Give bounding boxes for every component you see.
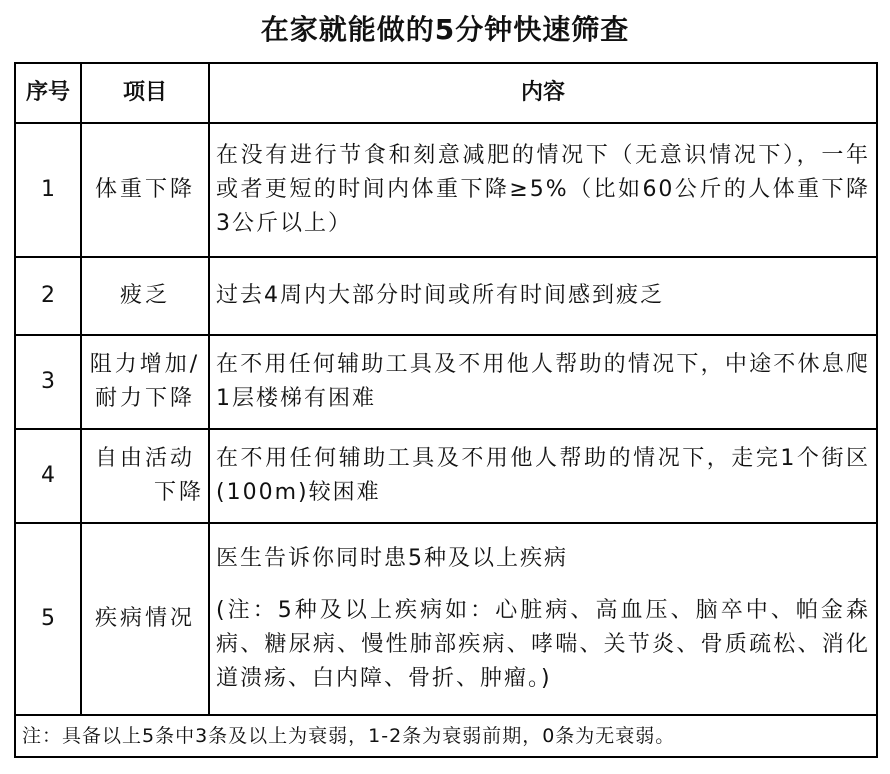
table-row xyxy=(15,429,877,523)
content-text: 过去4周内大部分时间或所有时间感到疲乏 xyxy=(216,283,664,308)
row-content xyxy=(209,335,877,429)
footnote-row xyxy=(15,715,877,757)
item-line: 疲乏 xyxy=(119,283,170,308)
header-item: 项目 xyxy=(81,63,209,123)
row-item xyxy=(81,123,209,257)
item-line: 疾病情况 xyxy=(94,606,195,631)
table-row xyxy=(15,123,877,257)
table-row xyxy=(15,335,877,429)
table-row xyxy=(15,523,877,715)
footnote: 注：具备以上5条中3条及以上为衰弱，1-2条为衰弱前期，0条为无衰弱。 xyxy=(15,715,877,757)
content-note: (注：5种及以上疾病如：心脏病、高血压、脑卒中、帕金森病、糖尿病、慢性肺部疾病、哮喘、关节炎、骨质疏松、消化道溃疡、白内障、骨折、肿瘤。) xyxy=(216,598,870,691)
header-content: 内容 xyxy=(209,63,877,123)
row-item xyxy=(81,429,209,523)
row-content xyxy=(209,257,877,335)
table-header-row xyxy=(15,63,877,123)
content-text: 在不用任何辅助工具及不用他人帮助的情况下，走完1个街区(100m)较困难 xyxy=(216,446,870,505)
screening-table xyxy=(14,62,878,758)
row-number: 4 xyxy=(15,429,81,523)
row-item xyxy=(81,257,209,335)
table-row xyxy=(15,257,877,335)
content-text: 医生告诉你同时患5种及以上疾病 xyxy=(216,546,568,571)
content-text: 在不用任何辅助工具及不用他人帮助的情况下，中途不休息爬1层楼梯有困难 xyxy=(216,352,870,411)
row-number: 2 xyxy=(15,257,81,335)
row-number: 3 xyxy=(15,335,81,429)
item-line: 阻力增加/ xyxy=(89,352,201,377)
row-number: 1 xyxy=(15,123,81,257)
row-content xyxy=(209,523,877,715)
item-line: 体重下降 xyxy=(94,177,195,202)
header-num: 序号 xyxy=(15,63,81,123)
item-line: 自由活动 xyxy=(94,446,195,471)
item-line: 下降 xyxy=(153,480,204,505)
item-line: 耐力下降 xyxy=(94,386,195,411)
row-content xyxy=(209,123,877,257)
content-text: 在没有进行节食和刻意减肥的情况下（无意识情况下），一年或者更短的时间内体重下降≥5%（比如60公斤的人体重下降3公斤以上） xyxy=(216,143,870,236)
document-title: 在家就能做的5分钟快速筛查 xyxy=(260,13,630,46)
row-number: 5 xyxy=(15,523,81,715)
row-item xyxy=(81,335,209,429)
row-content xyxy=(209,429,877,523)
row-item xyxy=(81,523,209,715)
